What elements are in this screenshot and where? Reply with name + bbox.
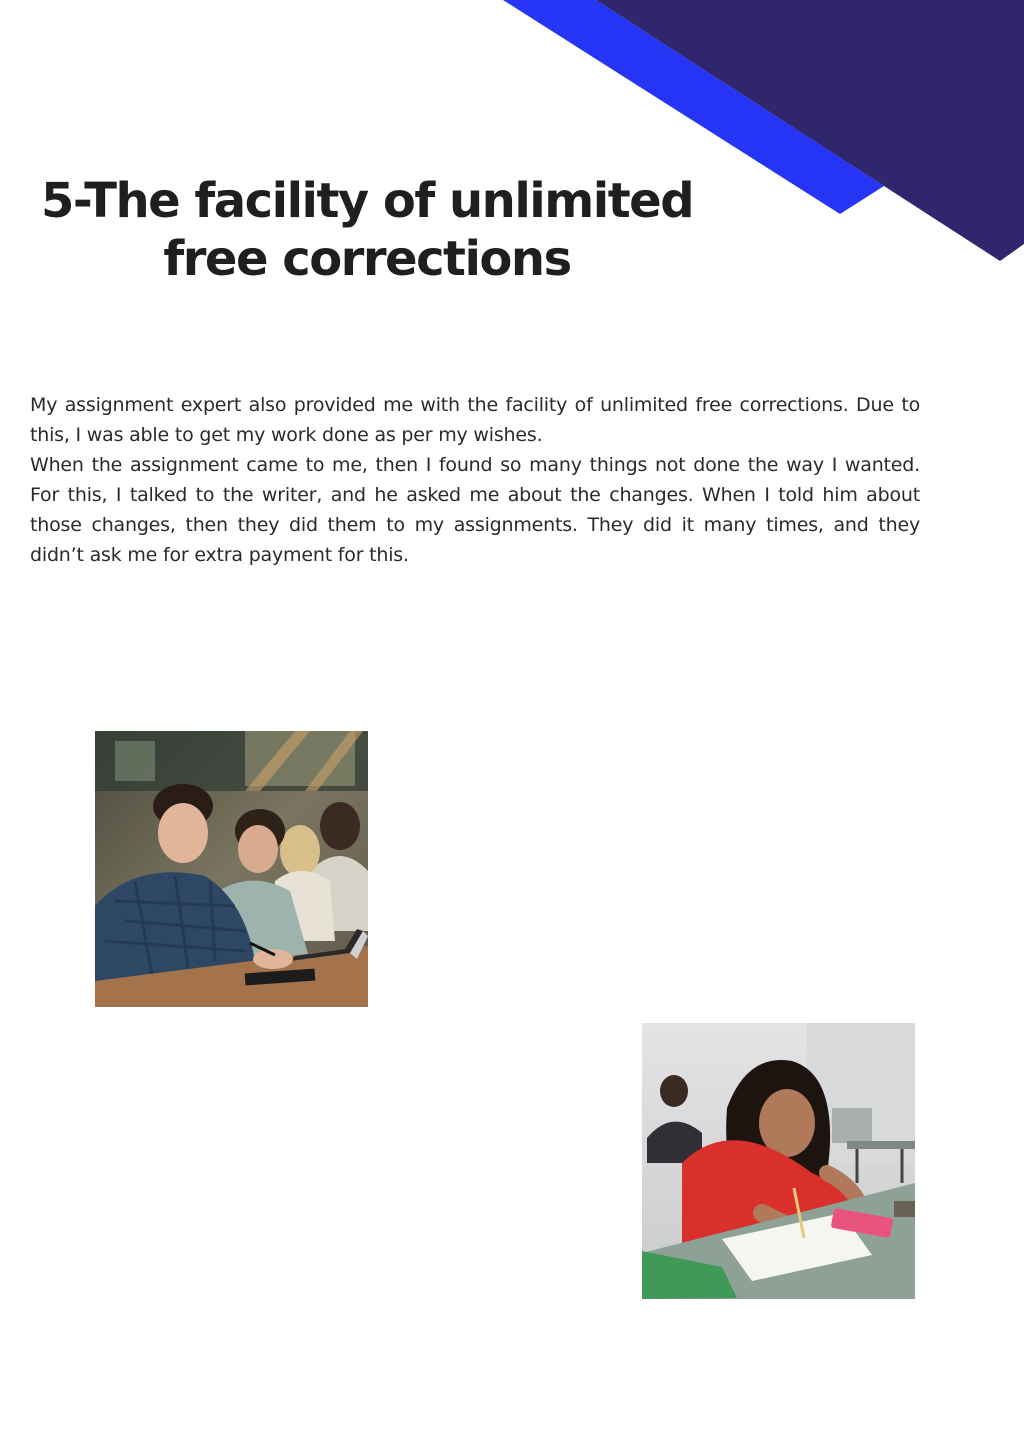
students-at-laptops-photo	[95, 731, 368, 1007]
body-paragraph: My assignment expert also provided me with the facility of unlimited free corrections. Due to this, I was able to get my work done as per my wishes.	[30, 394, 920, 446]
student-writing-exam-photo	[642, 1023, 915, 1299]
body-paragraph: When the assignment came to me, then I found so many things not done the way I wanted. For this, I talked to the writer, and he asked me about the changes. When I told him about those changes, then they did them to my assignments. They did it many times, and they didn’t ask me for extra payment for this.	[30, 454, 920, 566]
body-text	[30, 390, 920, 570]
page-title: 5-The facility of unlimited free corrections	[40, 173, 694, 287]
